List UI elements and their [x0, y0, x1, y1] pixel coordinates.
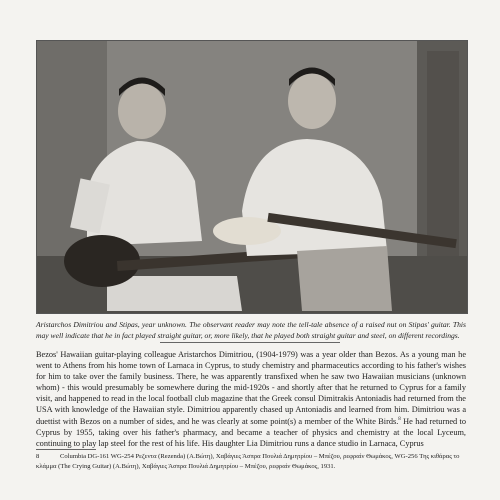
footnote-number: 8: [36, 453, 40, 460]
photo-illustration: [37, 41, 467, 313]
footnote-text: Columbia DG-161 WG-254 Ρεζεντα (Rezenda) (Α.Βώτη), Χαβάγιες Άσπρα Πουλιά Δημητρίου – Μπέζου, ρεφραίν Θωμάκος, WG-256 Της κιθάρας το κλάμμα (The Crying Guitar) (Α.Βώτη), Χαβάγιες Άσπρα Πουλιά Δημητρίου – Μπέζου, ρεφραίν Θωμάκος, 1931.: [36, 453, 460, 470]
photo-caption: Aristarchos Dimitriou and Stipas, year unknown. The observant reader may note the tell-tale absence of a raised nut on Stipas' guitar. This may well indicate that he in fact played straight guitar, or, more likely, that he played both straight guitar and steel, on different recordings.: [36, 320, 466, 340]
footnote: [36, 452, 466, 471]
footnote-divider: [36, 449, 96, 450]
body-text-part-1: Bezos' Hawaiian guitar-playing colleague Aristarchos Dimitriou, (1904-1979) was a year older than Bezos. As a young man he went to Athens from his home town of Larnaca in Cyprus, to study chemistry and pharmaceutics according to his father's wishes for him to take over the family business. There, he was apparently transfixed when he saw two Hawaiian musicians (unknown whom) - this would presumably be somewhere during the mid-1920s - and shortly after that he returned to Cyprus for a family visit, and happened to read in the local football club magazine that the Greek consul Dimitrakis Antoniadis had returned from the USA with knowledge of the Hawaiian style. Dimitriou apparently chased up Antoniadis and learned from him. Dimitriou was a duettist with Bezos on a number of sides, and he was clearly at some point(s) a member of the White Birds.: [36, 350, 466, 426]
footnote-reference[interactable]: 8: [398, 416, 401, 422]
body-paragraph: [36, 349, 466, 449]
body-text-part-2: He had returned to Cyprus by 1955, taking over his father's pharmacy, and became a teacher of physics and chemistry at the local Lyceum, continuing to play lap steel for the rest of his life. His daughter Lia Dimitriou runs a dance studio in Larnaca, Cyprus: [36, 416, 466, 448]
caption-divider: [160, 342, 340, 343]
historical-photograph: [36, 40, 468, 314]
